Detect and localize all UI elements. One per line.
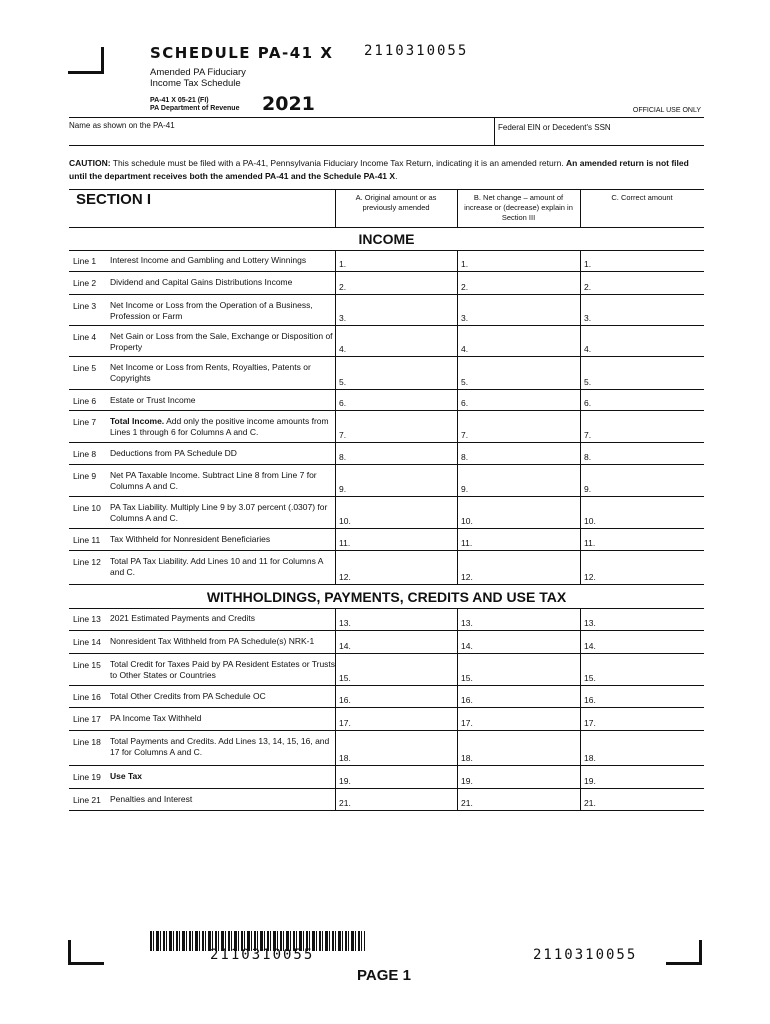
corner-mark-bottom-left-v <box>68 940 71 965</box>
column-divider <box>580 295 581 326</box>
form-identifier <box>150 97 239 113</box>
line-description <box>110 331 338 353</box>
column-c-input[interactable]: 10. <box>584 516 596 526</box>
line-number: Line 5 <box>73 363 97 373</box>
form-id-text: PA-41 X 05-21 (FI) <box>150 97 209 104</box>
line-number: Line 3 <box>73 301 97 311</box>
column-divider <box>335 551 336 585</box>
field-divider <box>494 117 495 145</box>
section-col-a-left <box>335 189 336 227</box>
line-description <box>110 691 338 702</box>
column-c-input[interactable]: 12. <box>584 572 596 582</box>
table-row <box>69 789 704 811</box>
column-divider <box>457 686 458 708</box>
column-b-input[interactable]: 13. <box>461 618 473 628</box>
line-number: Line 21 <box>73 795 101 805</box>
column-b-input[interactable]: 6. <box>461 398 469 408</box>
column-b-input[interactable]: 16. <box>461 695 473 705</box>
column-divider <box>580 390 581 411</box>
table-row <box>69 326 704 357</box>
form-subtitle <box>150 67 350 89</box>
line-description <box>110 613 338 624</box>
line-description-text: Tax Withheld for Nonresident Beneficiaries <box>110 534 271 544</box>
column-divider <box>457 608 458 631</box>
line-description <box>110 771 338 782</box>
line-description-text: Penalties and Interest <box>110 794 193 804</box>
corner-mark-bottom-left-h <box>68 962 104 965</box>
section-col-b-left <box>457 189 458 227</box>
line-description-text: PA Tax Liability. Multiply Line 9 by 3.07 percent (.0307) for Columns A and C. <box>110 502 328 523</box>
column-b-input[interactable]: 18. <box>461 753 473 763</box>
department-name: PA Department of Revenue <box>150 105 240 112</box>
line-description-bold: Use Tax <box>110 771 142 781</box>
column-divider <box>457 654 458 686</box>
column-a-input[interactable]: 12. <box>339 572 351 582</box>
column-a-input[interactable]: 11. <box>339 538 351 548</box>
table-row <box>69 295 704 326</box>
table-row <box>69 731 704 766</box>
column-a-input[interactable]: 15. <box>339 673 351 683</box>
column-c-input[interactable]: 1. <box>584 259 592 269</box>
table-row <box>69 654 704 686</box>
column-c-input[interactable]: 5. <box>584 377 592 387</box>
column-divider <box>457 326 458 357</box>
column-divider <box>580 608 581 631</box>
column-divider <box>457 631 458 654</box>
column-divider <box>457 443 458 465</box>
page-number: PAGE 1 <box>357 967 411 984</box>
column-divider <box>335 789 336 811</box>
corner-mark-top-right-h <box>68 71 104 74</box>
column-a-input[interactable]: 17. <box>339 718 351 728</box>
column-b-input[interactable]: 4. <box>461 344 469 354</box>
column-a-input[interactable]: 14. <box>339 641 351 651</box>
line-description <box>110 534 338 545</box>
section-col-c-left <box>580 189 581 227</box>
column-b-header: B. Net change – amount of increase or (decrease) explain in Section III <box>464 193 573 222</box>
column-c-input[interactable]: 4. <box>584 344 592 354</box>
column-divider <box>457 357 458 390</box>
column-divider <box>335 411 336 443</box>
line-description-text: Net Income or Loss from Rents, Royalties, Patents or Copyrights <box>110 362 311 383</box>
line-description <box>110 395 338 406</box>
table-row <box>69 272 704 295</box>
column-c-input[interactable]: 9. <box>584 484 592 494</box>
column-c-input[interactable]: 3. <box>584 313 592 323</box>
row-divider <box>69 810 704 811</box>
income-heading: INCOME <box>358 231 415 247</box>
line-description-text: Net Gain or Loss from the Sale, Exchange or Disposition of Property <box>110 331 333 352</box>
line-description-text: Total Other Credits from PA Schedule OC <box>110 691 266 701</box>
column-divider <box>457 390 458 411</box>
column-c-input[interactable]: 17. <box>584 718 596 728</box>
line-description <box>110 502 338 524</box>
line-number: Line 11 <box>73 535 101 545</box>
table-row <box>69 443 704 465</box>
column-c-input[interactable]: 15. <box>584 673 596 683</box>
line-description-bold: Total Income. <box>110 416 165 426</box>
column-c-input[interactable]: 8. <box>584 452 592 462</box>
line-description <box>110 736 338 758</box>
table-row <box>69 551 704 585</box>
line-description-text: Interest Income and Gambling and Lottery Winnings <box>110 255 307 265</box>
caution-notice <box>69 157 704 183</box>
section-title: SECTION I <box>76 191 152 208</box>
line-number: Line 17 <box>73 714 101 724</box>
column-divider <box>335 631 336 654</box>
column-a-input[interactable]: 8. <box>339 452 347 462</box>
line-description-text: Net PA Taxable Income. Subtract Line 8 from Line 7 for Columns A and C. <box>110 470 317 491</box>
official-use-label: OFFICIAL USE ONLY <box>632 107 701 114</box>
caution-prefix: CAUTION: <box>69 158 111 168</box>
line-description <box>110 448 338 459</box>
line-number: Line 4 <box>73 332 97 342</box>
column-b-input[interactable]: 7. <box>461 430 469 440</box>
column-divider <box>580 551 581 585</box>
column-b-input[interactable]: 10. <box>461 516 473 526</box>
column-divider <box>335 686 336 708</box>
column-divider <box>457 250 458 272</box>
column-divider <box>335 497 336 529</box>
corner-mark-bottom-right-h <box>666 962 702 965</box>
column-a-input[interactable]: 6. <box>339 398 347 408</box>
column-b-input[interactable]: 21. <box>461 798 473 808</box>
column-a-input[interactable]: 4. <box>339 344 347 354</box>
table-row <box>69 766 704 789</box>
column-a-input[interactable]: 2. <box>339 282 347 292</box>
line-description <box>110 416 338 438</box>
column-divider <box>335 357 336 390</box>
line-number: Line 9 <box>73 471 97 481</box>
column-b-input[interactable]: 15. <box>461 673 473 683</box>
column-divider <box>580 326 581 357</box>
column-divider <box>457 789 458 811</box>
subtitle-line-1: Amended PA Fiduciary <box>150 67 246 78</box>
row-divider <box>69 584 704 585</box>
column-divider <box>335 326 336 357</box>
column-divider <box>457 465 458 497</box>
column-a-input[interactable]: 5. <box>339 377 347 387</box>
line-description-text: Dividend and Capital Gains Distributions Income <box>110 277 293 287</box>
name-field[interactable]: Name as shown on the PA-41 <box>69 121 175 130</box>
line-number: Line 10 <box>73 503 101 513</box>
line-description-text: 2021 Estimated Payments and Credits <box>110 613 256 623</box>
column-b-input[interactable]: 2. <box>461 282 469 292</box>
caution-bold-text: An amended return is not filed until the department receives both the amended PA-41 and the Schedule PA-41 X <box>69 158 689 181</box>
column-c-input[interactable]: 16. <box>584 695 596 705</box>
line-number: Line 6 <box>73 396 97 406</box>
line-description-text: Estate or Trust Income <box>110 395 196 405</box>
column-divider <box>335 731 336 766</box>
line-description <box>110 470 338 492</box>
column-a-input[interactable]: 18. <box>339 753 351 763</box>
column-a-input[interactable]: 10. <box>339 516 351 526</box>
column-divider <box>335 443 336 465</box>
line-number: Line 12 <box>73 557 101 567</box>
column-divider <box>335 708 336 731</box>
column-a-input[interactable]: 3. <box>339 313 347 323</box>
column-divider <box>580 789 581 811</box>
caution-text: This schedule must be filed with a PA-41, Pennsylvania Fiduciary Income Tax Return, indicating it is an amended return. <box>110 158 567 168</box>
column-divider <box>580 731 581 766</box>
line-description-text: PA Income Tax Withheld <box>110 713 202 723</box>
column-divider <box>335 766 336 789</box>
column-a-input[interactable]: 1. <box>339 259 347 269</box>
line-description-text: Deductions from PA Schedule DD <box>110 448 237 458</box>
column-c-input[interactable]: 13. <box>584 618 596 628</box>
column-divider <box>457 731 458 766</box>
column-b-input[interactable]: 11. <box>461 538 473 548</box>
column-b-input[interactable]: 19. <box>461 776 473 786</box>
line-number: Line 14 <box>73 637 101 647</box>
column-divider <box>580 766 581 789</box>
line-description <box>110 255 338 266</box>
column-c-input[interactable]: 19. <box>584 776 596 786</box>
column-divider <box>335 295 336 326</box>
table-row <box>69 411 704 443</box>
line-description <box>110 636 338 647</box>
line-description <box>110 794 338 805</box>
tax-year: 2021 <box>262 93 315 115</box>
table-row <box>69 357 704 390</box>
line-number: Line 16 <box>73 692 101 702</box>
form-title: SCHEDULE PA-41 X <box>150 44 334 62</box>
line-description-text: Add only the positive income amounts from Lines 1 through 6 for Columns A and C. <box>110 416 329 437</box>
column-divider <box>335 529 336 551</box>
column-a-input[interactable]: 13. <box>339 618 351 628</box>
column-b-input[interactable]: 5. <box>461 377 469 387</box>
table-row <box>69 250 704 272</box>
column-c-input[interactable]: 7. <box>584 430 592 440</box>
column-divider <box>457 551 458 585</box>
barcode-number: 2110310055 <box>210 947 315 963</box>
column-c-input[interactable]: 18. <box>584 753 596 763</box>
column-b-input[interactable]: 1. <box>461 259 469 269</box>
line-description-text: Total PA Tax Liability. Add Lines 10 and 11 for Columns A and C. <box>110 556 323 577</box>
column-divider <box>457 497 458 529</box>
line-description <box>110 277 338 288</box>
top-field-border <box>69 117 704 118</box>
table-row <box>69 390 704 411</box>
column-a-input[interactable]: 16. <box>339 695 351 705</box>
bottom-field-border <box>69 145 704 146</box>
column-divider <box>580 250 581 272</box>
table-row <box>69 631 704 654</box>
column-divider <box>335 272 336 295</box>
line-number: Line 19 <box>73 772 101 782</box>
column-a-input[interactable]: 7. <box>339 430 347 440</box>
column-divider <box>580 443 581 465</box>
column-a-header: A. Original amount or as previously amended <box>355 193 437 212</box>
column-divider <box>580 631 581 654</box>
column-divider <box>580 497 581 529</box>
column-divider <box>580 357 581 390</box>
column-divider <box>457 766 458 789</box>
column-divider <box>335 608 336 631</box>
section-header-top <box>69 189 704 190</box>
column-b-input[interactable]: 14. <box>461 641 473 651</box>
column-c-input[interactable]: 6. <box>584 398 592 408</box>
line-number: Line 8 <box>73 449 97 459</box>
table-row <box>69 529 704 551</box>
column-c-input[interactable]: 2. <box>584 282 592 292</box>
column-divider <box>335 465 336 497</box>
column-b-input[interactable]: 12. <box>461 572 473 582</box>
column-divider <box>457 529 458 551</box>
caution-suffix: . <box>395 171 398 181</box>
column-divider <box>580 529 581 551</box>
column-a-input[interactable]: 19. <box>339 776 351 786</box>
column-c-input[interactable]: 11. <box>584 538 596 548</box>
line-number: Line 13 <box>73 614 101 624</box>
line-description-text: Total Payments and Credits. Add Lines 13, 14, 15, 16, and 17 for Columns A and C. <box>110 736 330 757</box>
corner-mark-bottom-right-v <box>699 940 702 965</box>
column-divider <box>580 465 581 497</box>
column-b-input[interactable]: 9. <box>461 484 469 494</box>
form-code-top: 2110310055 <box>364 43 469 59</box>
corner-mark-top-right-v <box>101 47 104 74</box>
ein-field[interactable]: Federal EIN or Decedent's SSN <box>498 123 611 132</box>
line-number: Line 2 <box>73 278 97 288</box>
column-divider <box>457 708 458 731</box>
subtitle-line-2: Income Tax Schedule <box>150 78 241 89</box>
line-number: Line 1 <box>73 256 97 266</box>
column-a-input[interactable]: 21. <box>339 798 351 808</box>
line-number: Line 7 <box>73 417 97 427</box>
column-c-input[interactable]: 14. <box>584 641 596 651</box>
column-a-input[interactable]: 9. <box>339 484 347 494</box>
column-divider <box>335 250 336 272</box>
line-description <box>110 362 338 384</box>
column-divider <box>457 272 458 295</box>
line-description-text: Nonresident Tax Withheld from PA Schedule(s) NRK-1 <box>110 636 315 646</box>
column-divider <box>580 708 581 731</box>
column-b-input[interactable]: 8. <box>461 452 469 462</box>
section-header-bottom <box>69 227 704 228</box>
line-description <box>110 556 338 578</box>
column-c-header: C. Correct amount <box>611 193 673 202</box>
table-row <box>69 465 704 497</box>
table-row <box>69 497 704 529</box>
line-description <box>110 300 338 322</box>
column-c-input[interactable]: 21. <box>584 798 596 808</box>
column-divider <box>335 390 336 411</box>
table-row <box>69 686 704 708</box>
table-row <box>69 608 704 631</box>
column-divider <box>457 411 458 443</box>
column-b-input[interactable]: 3. <box>461 313 469 323</box>
line-description-text: Total Credit for Taxes Paid by PA Resident Estates or Trusts to Other States or Countries <box>110 659 336 680</box>
withholdings-heading: WITHHOLDINGS, PAYMENTS, CREDITS AND USE TAX <box>206 589 567 605</box>
column-b-input[interactable]: 17. <box>461 718 473 728</box>
column-divider <box>580 686 581 708</box>
table-row <box>69 708 704 731</box>
line-number: Line 18 <box>73 737 101 747</box>
column-divider <box>457 295 458 326</box>
column-divider <box>580 654 581 686</box>
line-number: Line 15 <box>73 660 101 670</box>
line-description <box>110 713 338 724</box>
column-divider <box>580 272 581 295</box>
column-divider <box>580 411 581 443</box>
form-code-bottom-right: 2110310055 <box>533 947 638 963</box>
column-divider <box>335 654 336 686</box>
line-description-text: Net Income or Loss from the Operation of a Business, Profession or Farm <box>110 300 313 321</box>
line-description <box>110 659 338 681</box>
